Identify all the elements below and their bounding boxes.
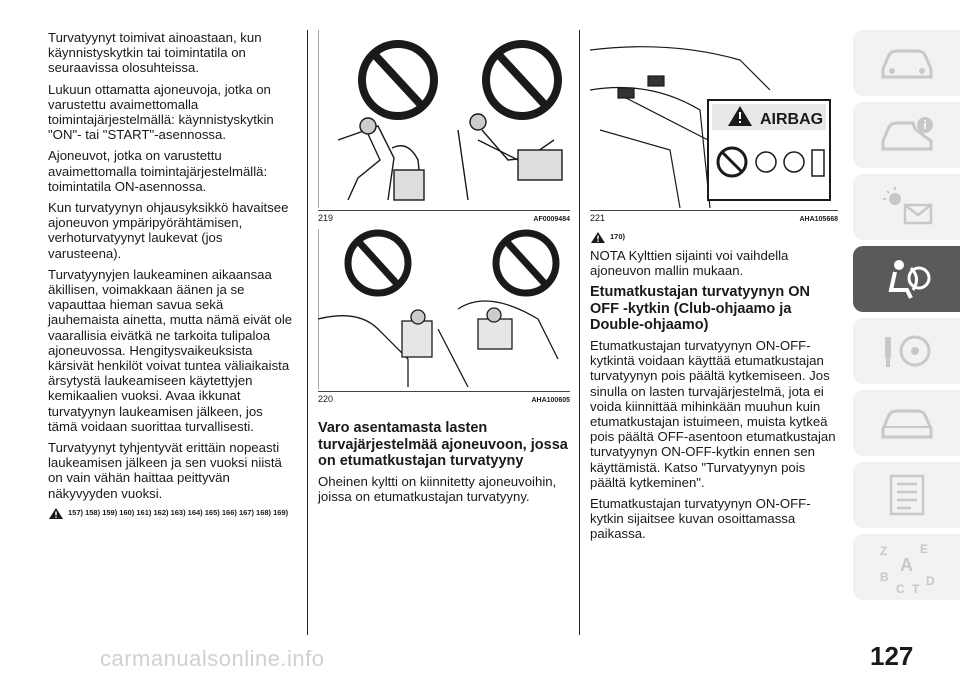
warning-references (48, 507, 294, 520)
figure-code: AHA100605 (531, 397, 570, 404)
checklist-icon (877, 472, 937, 518)
figure-code: AHA105668 (799, 216, 838, 223)
figure-code: AF0009484 (533, 216, 570, 223)
paragraph: Oheinen kyltti on kiinnitetty ajoneuvoihin, joissa on etumatkustajan turvatyyny. (318, 473, 557, 504)
tab-maintenance[interactable] (853, 462, 960, 528)
prohibited-sign-icon (362, 44, 434, 116)
chapter-tabs (853, 30, 960, 606)
svg-text:D: D (925, 574, 935, 588)
tab-index[interactable] (853, 534, 960, 600)
figure-221 (590, 30, 838, 223)
figure-caption (318, 210, 570, 223)
tab-dashboard-lights[interactable] (853, 174, 960, 240)
figure-caption (318, 391, 570, 404)
airbag-seat-icon (877, 256, 937, 302)
warning-ref-list: 157) 158) 159) 160) 161) 162) 163) 164) 165) 166) 167) 168) 169) (68, 507, 289, 517)
dashboard-lights-icon (877, 185, 937, 229)
airbag-label-location-illustration (590, 30, 838, 208)
figure-caption (590, 210, 838, 223)
svg-text:Z: Z (879, 544, 887, 558)
warning-triangle-icon (590, 231, 606, 244)
svg-text:B: B (879, 570, 889, 584)
warning-reference (590, 231, 838, 244)
warning-triangle-icon (48, 507, 64, 520)
tab-car-info[interactable] (853, 102, 960, 168)
svg-text:E: E (919, 542, 928, 556)
no-sitting-illustration (318, 30, 570, 208)
tab-emergency[interactable] (853, 390, 960, 456)
text-column-2 (318, 30, 570, 510)
paragraph: Turvatyynyt tyhjentyvät erittäin nopeasti laukeamisen jälkeen ja sen vuoksi niistä on vain vähän haittaa peittyvän näkyvyyden vuoksi. (48, 440, 282, 501)
text-column-1 (48, 30, 294, 520)
column-divider-1 (307, 30, 308, 635)
child-seat-illustration (318, 229, 570, 389)
paragraph: Turvatyynyt toimivat ainoastaan, kun käynnistyskytkin tai toimintatila on seuraavissa olosuhteissa. (48, 30, 262, 76)
svg-text:T: T (911, 582, 919, 595)
tab-starting-driving[interactable] (853, 318, 960, 384)
paragraph: Kun turvatyynyn ohjausyksikkö havaitsee ajoneuvon ympäripyörähtämisen, verhoturvatyynyt laukevat (jos varusteena). (48, 200, 289, 261)
prohibited-sign-icon (496, 233, 556, 293)
page-number: 127 (870, 641, 914, 671)
figure-number: 220 (318, 394, 334, 404)
figure-number: 219 (318, 213, 334, 223)
paragraph: Etumatkustajan turvatyynyn ON-OFF-kytkin sijaitsee kuvan osoittamassa paikassa. (590, 495, 811, 542)
paragraph: Etumatkustajan turvatyynyn ON-OFF-kytkintä voidaan käyttää etumatkustajan turvatyynyn pois päältä kytkemiseen. Jos sinulla on lasten turvajärjestelmä, jota ei voida kiinnittää mihinkään muuhun kuin etumatkustajan istuimeen, muista kytkeä pois päältä OFF-asentoon etumatkustajan turvatyynyn ON-OFF-kytkin ennen sen käyttämistä. Katso "Turvatyynyn pois päältä kytkeminen". (590, 337, 836, 490)
warning-ref-list: 170) (610, 232, 626, 241)
svg-text:A: A (899, 555, 913, 575)
column-divider-2 (579, 30, 580, 635)
watermark: carmanualsonline.info (100, 646, 325, 671)
tab-safety-active[interactable] (853, 246, 960, 312)
prohibited-sign-icon (348, 233, 408, 293)
paragraph: Turvatyynyjen laukeaminen aikaansaa äkillisen, voimakkaan äänen ja se vapauttaa hieman savua sekä jauhemaista ainetta, mutta nämä eivät ole vaarallisia eivätkä ne tarkoita tulipaloa ajoneuvossa. Hengitysvaikeuksista kärsivät henkilöt voivat tuntea väliaikaista ärsytystä laukeamiseen käytettyjen kemikaalien vuoksi. Avaa ikkunat turvatyynyn laukeamisen jälkeen, jos tämä voidaan suorittaa turvallisesti. (48, 266, 293, 434)
airbag-warning-label (708, 100, 830, 200)
svg-text:C: C (895, 582, 905, 595)
steering-key-icon (877, 329, 937, 373)
car-info-icon (877, 115, 937, 155)
paragraph: Ajoneuvot, jotka on varustettu avaimettomalla toimintajärjestelmällä: toimintatila ON-asennossa. (48, 148, 268, 194)
figure-220 (318, 229, 570, 404)
car-front-icon (877, 43, 937, 83)
airbag-label-text: AIRBAG (760, 111, 824, 128)
alphabet-index-icon (872, 539, 942, 595)
figure-219 (318, 30, 570, 223)
car-service-icon (877, 403, 937, 443)
text-column-3 (590, 30, 838, 548)
note-paragraph: NOTA Kylttien sijainti voi vaihdella ajoneuvon mallin mukaan. (590, 248, 789, 279)
section-heading: Etumatkustajan turvatyynyn ON OFF -kytkin (Club-ohjaamo ja Double-ohjaamo) (590, 284, 810, 334)
paragraph: Lukuun ottamatta ajoneuvoja, jotka on varustettu avaimettomalla toimintajärjestelmällä: käynnistyskytkin "ON"- tai "START"-asennossa. (48, 81, 274, 143)
figure-number: 221 (590, 213, 606, 223)
section-heading: Varo asentamasta lasten turvajärjestelmää ajoneuvoon, jossa on etumatkustajan turvatyyny (318, 420, 568, 469)
tab-car-front[interactable] (853, 30, 960, 96)
prohibited-sign-icon (486, 44, 558, 116)
